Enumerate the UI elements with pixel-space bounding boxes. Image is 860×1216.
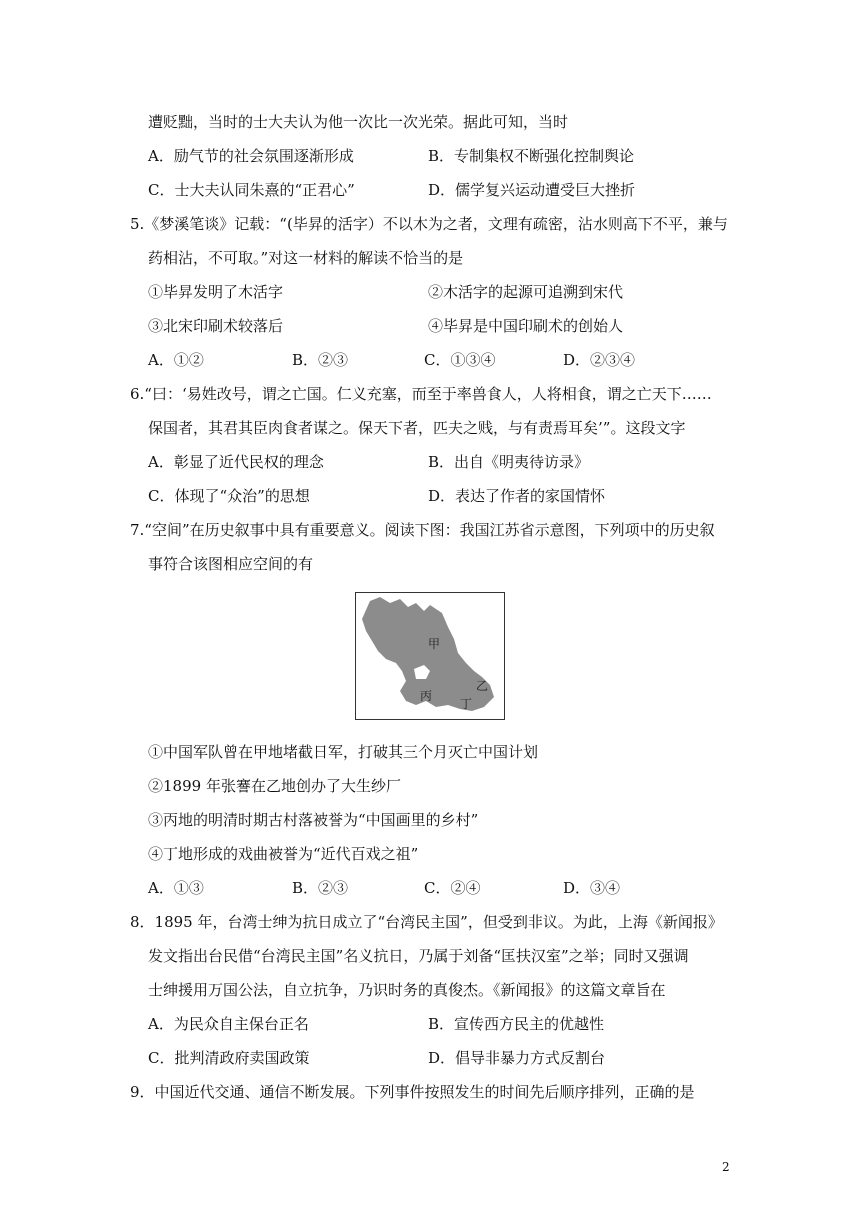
q7-statement-1: ①中国军队曾在甲地堵截日军，打破其三个月灭亡中国计划 bbox=[148, 743, 539, 761]
q5-statement-1: ①毕昇发明了木活字 bbox=[148, 283, 284, 301]
q5-statement-3: ③北宋印刷术较落后 bbox=[148, 317, 284, 335]
q8-option-a: A．为民众自主保台正名 bbox=[148, 1015, 309, 1033]
map-label-ding: 丁 bbox=[460, 697, 473, 711]
q5-statement-4: ④毕昇是中国印刷术的创始人 bbox=[428, 317, 624, 335]
q4-option-c: C．士大夫认同朱熹的“正君心” bbox=[148, 181, 355, 199]
q7-option-c: C．②④ bbox=[424, 879, 481, 897]
q6-stem-line2: 保国者，其君其臣肉食者谋之。保天下者，匹夫之贱，与有责焉耳矣’”。这段文字 bbox=[148, 419, 686, 437]
page-number: 2 bbox=[722, 1160, 730, 1174]
jiangsu-map bbox=[355, 592, 505, 720]
q4-option-a: A．励气节的社会氛围逐渐形成 bbox=[148, 147, 354, 165]
q8-option-c: C．批判清政府卖国政策 bbox=[148, 1049, 310, 1067]
map-label-jia: 甲 bbox=[428, 637, 441, 651]
q7-option-d: D．③④ bbox=[563, 879, 621, 897]
q8-stem-line3: 士绅援用万国公法，自立抗争，乃识时务的真俊杰。《新闻报》的这篇文章旨在 bbox=[148, 981, 666, 999]
q6-stem-line1: 6.“曰：‘易姓改号，谓之亡国。仁义充塞，而至于率兽食人，人将相食，谓之亡天下…… bbox=[130, 385, 712, 403]
q8-option-b: B．宣传西方民主的优越性 bbox=[428, 1015, 605, 1033]
q5-statement-2: ②木活字的起源可追溯到宋代 bbox=[428, 283, 624, 301]
q6-option-b: B．出自《明夷待访录》 bbox=[428, 453, 590, 471]
q6-option-d: D．表达了作者的家国情怀 bbox=[428, 487, 606, 505]
q7-stem-line2: 事符合该图相应空间的有 bbox=[148, 555, 314, 573]
q5-option-a: A．①② bbox=[148, 351, 204, 369]
q8-option-d: D．倡导非暴力方式反割台 bbox=[428, 1049, 606, 1067]
q5-option-b: B．②③ bbox=[292, 351, 349, 369]
q4-option-d: D．儒学复兴运动遭受巨大挫折 bbox=[428, 181, 636, 199]
q6-option-a: A．彰显了近代民权的理念 bbox=[148, 453, 324, 471]
q4-text-tail: 遭贬黜，当时的士大夫认为他一次比一次光荣。据此可知，当时 bbox=[148, 113, 569, 131]
q8-stem-line2: 发文指出台民借“台湾民主国”名义抗日，乃属于刘备“匡扶汉室”之举；同时又强调 bbox=[148, 947, 689, 965]
map-label-bing: 丙 bbox=[420, 689, 433, 703]
map-label-yi: 乙 bbox=[476, 679, 489, 693]
q5-stem-line2: 药相沾，不可取。”对这一材料的解读不恰当的是 bbox=[148, 249, 464, 267]
q9-stem-line1: 9．中国近代交通、通信不断发展。下列事件按照发生的时间先后顺序排列，正确的是 bbox=[130, 1083, 695, 1101]
q5-option-c: C．①③④ bbox=[424, 351, 496, 369]
q7-statement-3: ③丙地的明清时期古村落被誉为“中国画里的乡村” bbox=[148, 811, 479, 829]
q5-option-d: D．②③④ bbox=[563, 351, 636, 369]
q4-option-b: B．专制集权不断强化控制舆论 bbox=[428, 147, 635, 165]
q5-stem-line1: 5.《梦溪笔谈》记载：“(毕昇的活字）不以木为之者，文理有疏密，沾水则高下不平，兼与 bbox=[130, 215, 728, 233]
q7-statement-2: ②1899 年张謇在乙地创办了大生纱厂 bbox=[148, 777, 401, 795]
q7-statement-4: ④丁地形成的戏曲被誉为“近代百戏之祖” bbox=[148, 845, 419, 863]
q7-option-a: A．①③ bbox=[148, 879, 204, 897]
q8-stem-line1: 8．1895 年，台湾士绅为抗日成立了“台湾民主国”，但受到非议。为此，上海《新闻报》 bbox=[130, 913, 723, 931]
q7-option-b: B．②③ bbox=[292, 879, 349, 897]
q6-option-c: C．体现了“众治”的思想 bbox=[148, 487, 310, 505]
q7-stem-line1: 7.“空间”在历史叙事中具有重要意义。阅读下图：我国江苏省示意图，下列项中的历史叙 bbox=[130, 521, 715, 539]
